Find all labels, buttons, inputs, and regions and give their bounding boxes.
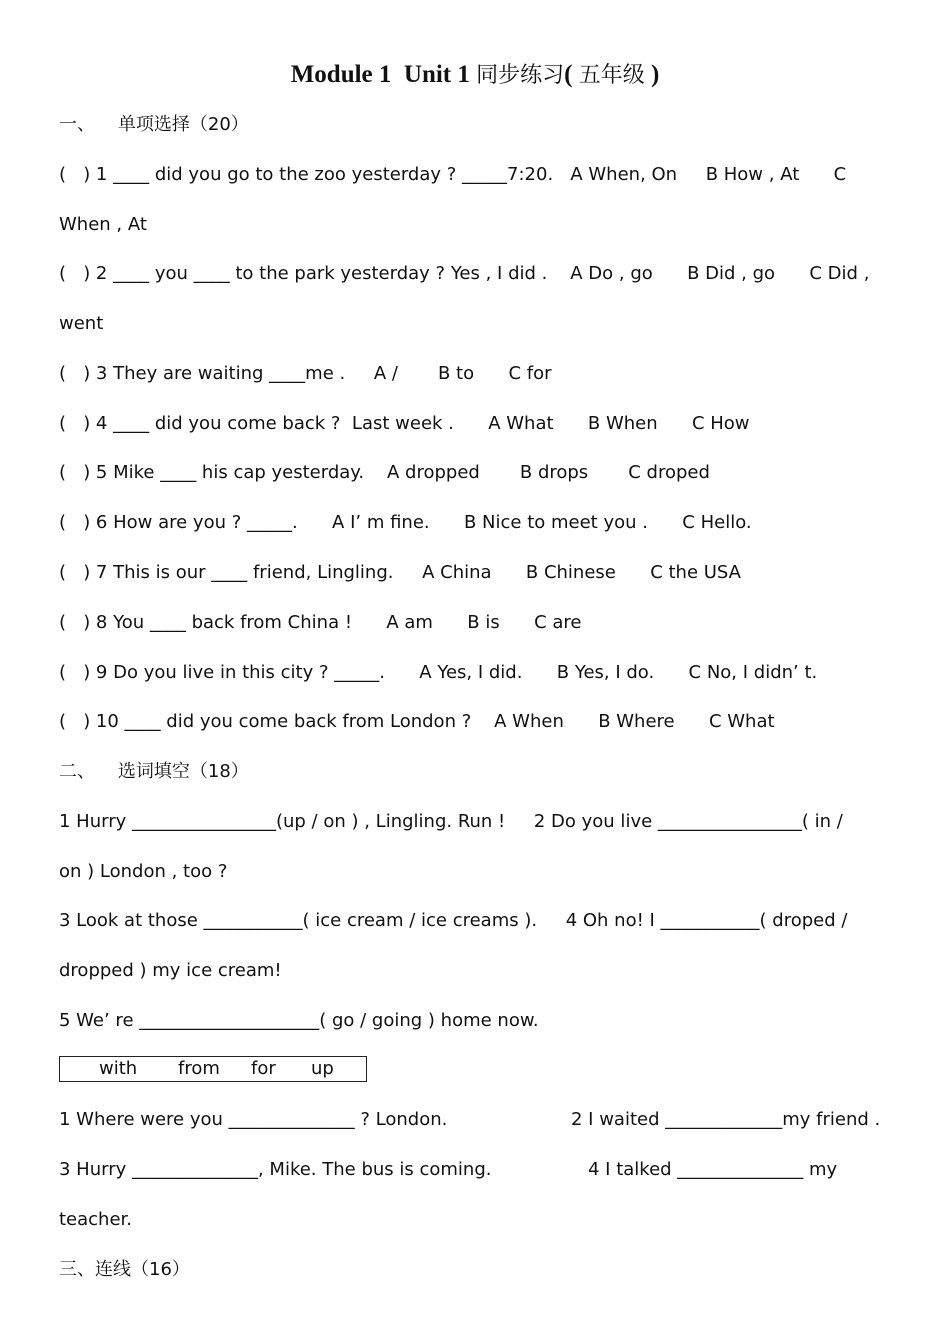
question-line: ( ) 5 Mike ____ his cap yesterday. A dropped B drops C droped	[59, 462, 710, 483]
question-line: ( ) 7 This is our ____ friend, Lingling. A China B Chinese C the USA	[59, 562, 741, 583]
title-paren-close: )	[644, 61, 660, 88]
section-heading-3: 三、连线（16）	[59, 1259, 190, 1280]
fill-line: 3 Hurry ______________, Mike. The bus is coming.	[59, 1159, 492, 1180]
question-line: ( ) 1 ____ did you go to the zoo yesterday ? _____7:20. A When, On B How , At C	[59, 164, 847, 185]
question-line: ( ) 6 How are you ? _____. A I’ m fine. B Nice to meet you . C Hello.	[59, 512, 752, 533]
question-line: ( ) 4 ____ did you come back ? Last week . A What B When C How	[59, 413, 750, 434]
question-line: When , At	[59, 214, 147, 235]
fill-line: 3 Look at those ___________( ice cream / ice creams ). 4 Oh no! I ___________( droped /	[59, 910, 848, 931]
title-en: Module 1 Unit 1	[290, 61, 477, 88]
question-line: went	[59, 313, 104, 334]
word-box-item: up	[311, 1058, 334, 1079]
section-heading-2: 二、 选词填空（18）	[59, 761, 249, 782]
section-heading-1: 一、 单项选择（20）	[59, 114, 249, 135]
word-box	[59, 1056, 367, 1082]
title-cn: 同步练习	[476, 63, 565, 88]
fill-line: dropped ) my ice cream!	[59, 960, 282, 981]
fill-line: 2 I waited _____________my friend .	[571, 1109, 881, 1130]
fill-line: 5 We’ re ____________________( go / going ) home now.	[59, 1010, 539, 1031]
fill-line: 1 Where were you ______________ ? London.	[59, 1109, 448, 1130]
word-box-item: with	[99, 1058, 138, 1079]
fill-line: 1 Hurry ________________(up / on ) , Lingling. Run ! 2 Do you live ________________( in /	[59, 811, 843, 832]
question-line: ( ) 2 ____ you ____ to the park yesterday ? Yes , I did . A Do , go B Did , go C Did ,	[59, 263, 870, 284]
page-title	[0, 58, 950, 89]
title-grade: 五年级	[578, 63, 645, 88]
question-line: ( ) 3 They are waiting ____me . A / B to C for	[59, 363, 552, 384]
fill-line: teacher.	[59, 1209, 133, 1230]
title-paren-open: (	[564, 61, 579, 88]
fill-line: 4 I talked ______________ my	[588, 1159, 838, 1180]
question-line: ( ) 9 Do you live in this city ? _____. A Yes, I did. B Yes, I do. C No, I didn’ t.	[59, 662, 818, 683]
question-line: ( ) 8 You ____ back from China ! A am B is C are	[59, 612, 582, 633]
word-box-item: for	[251, 1058, 276, 1079]
fill-line: on ) London , too ?	[59, 861, 228, 882]
word-box-item: from	[178, 1058, 220, 1079]
question-line: ( ) 10 ____ did you come back from London ? A When B Where C What	[59, 711, 775, 732]
